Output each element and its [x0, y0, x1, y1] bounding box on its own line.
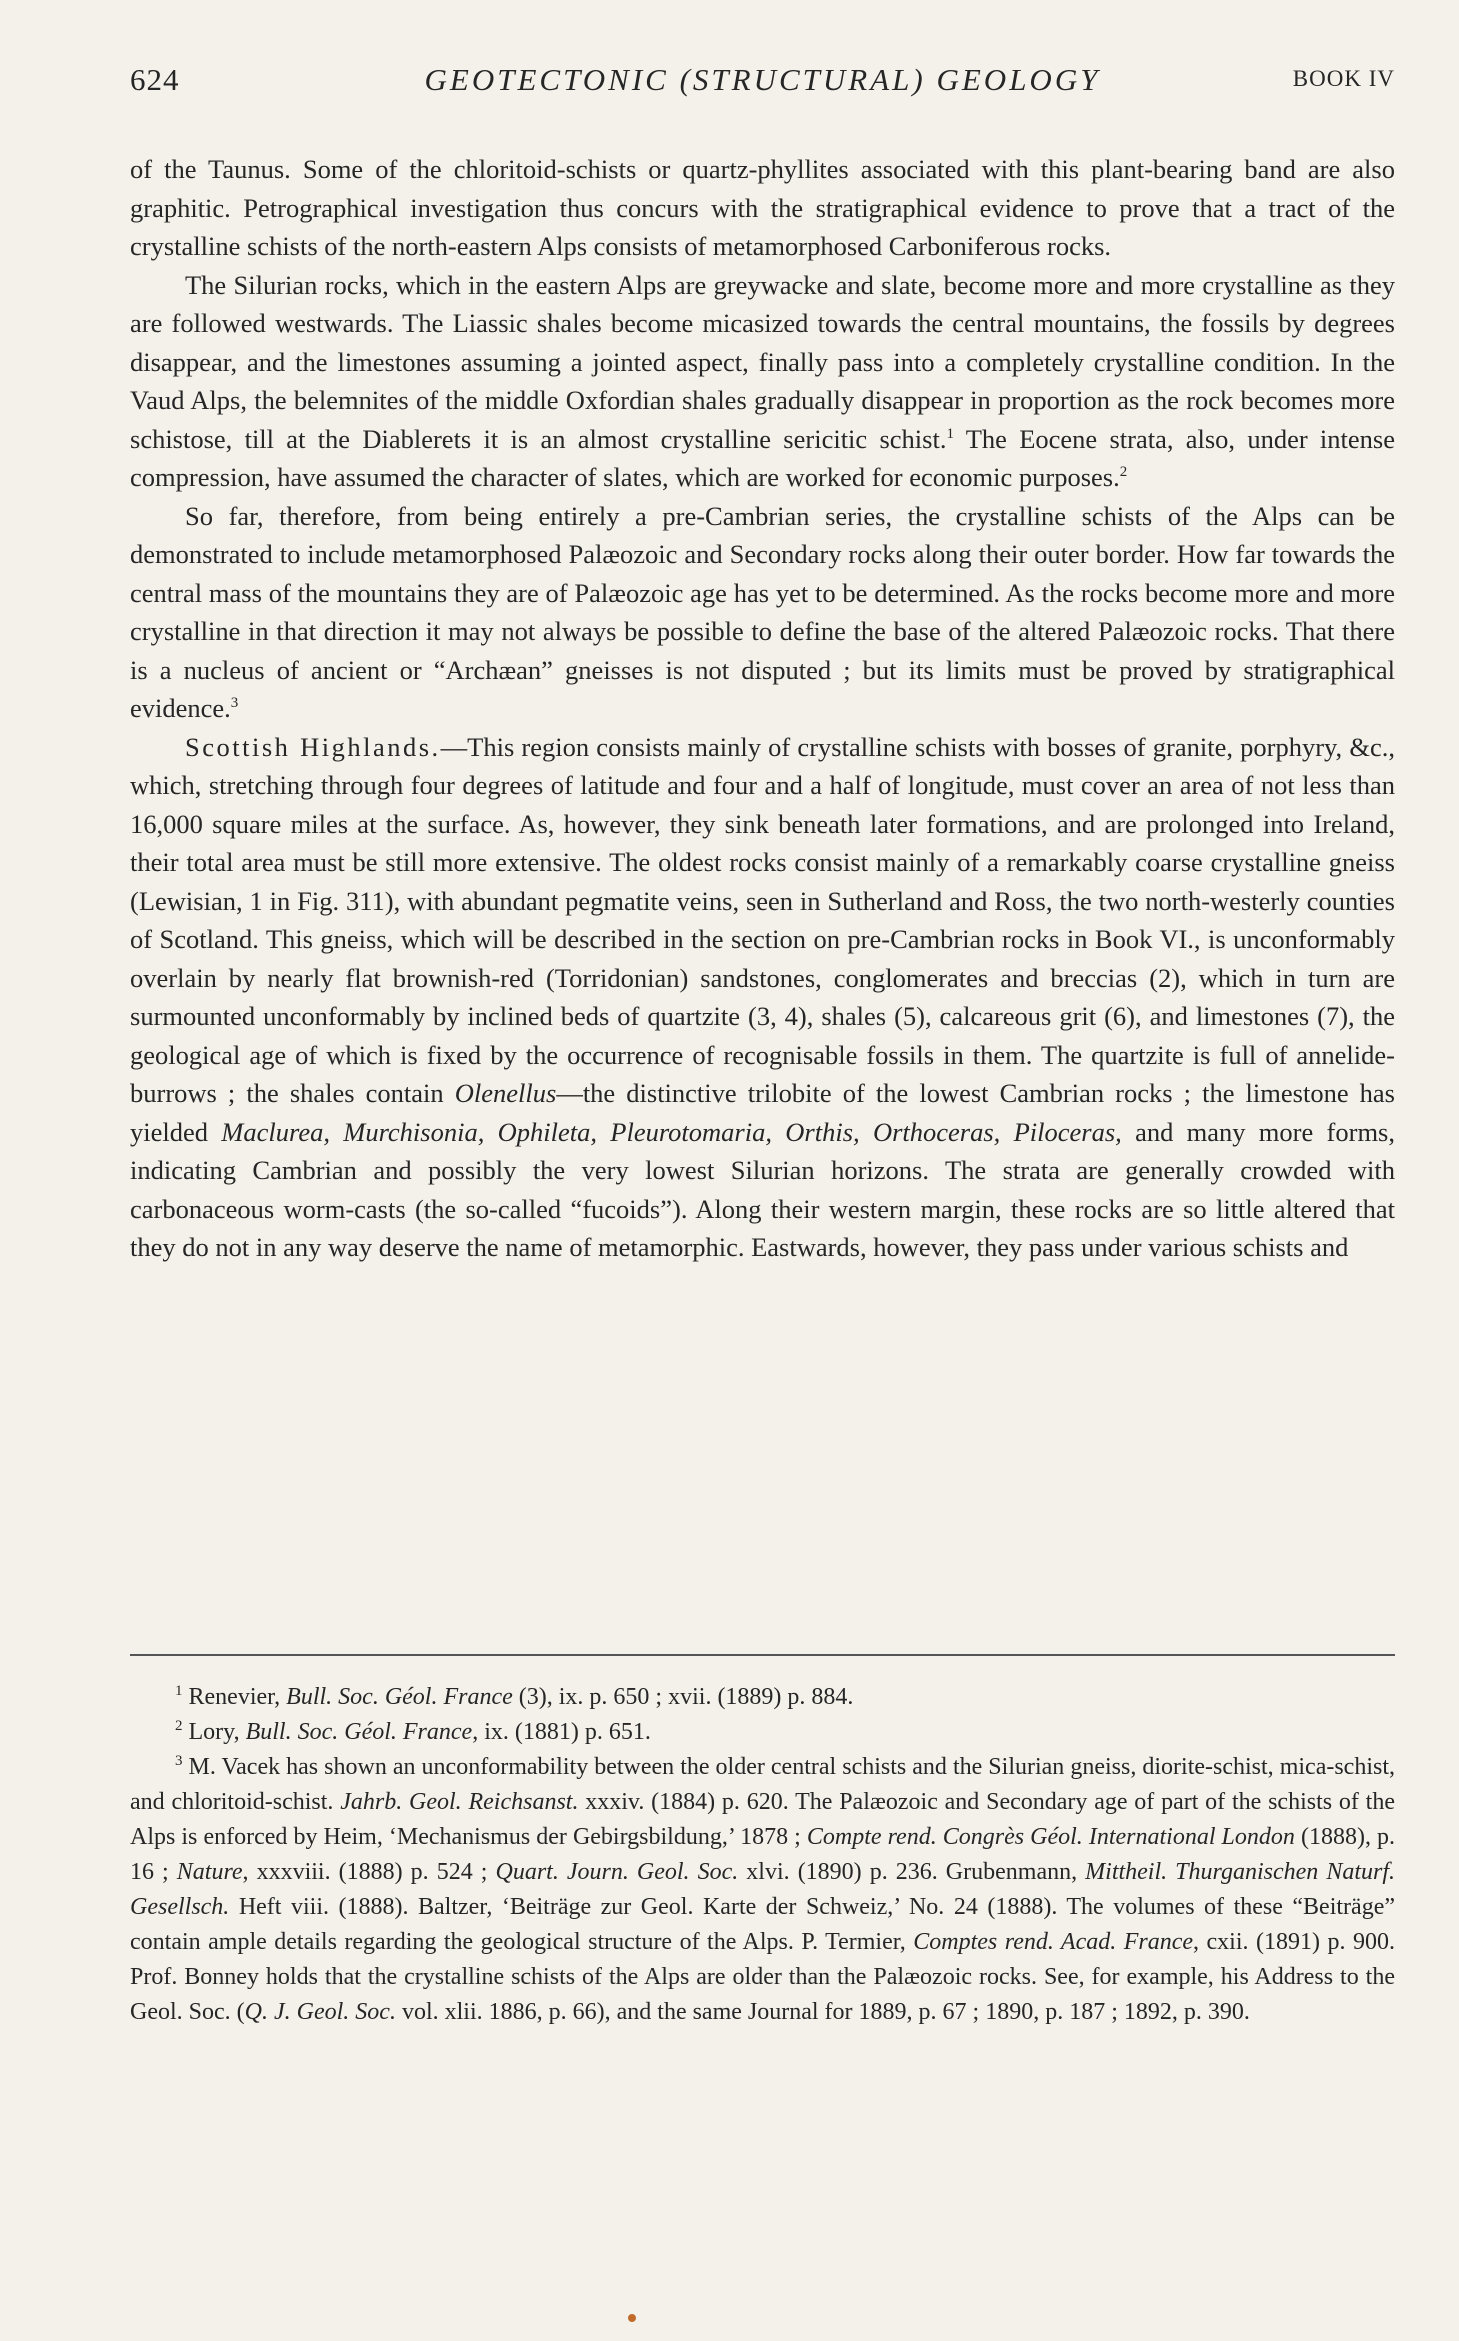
footnote-ref-2: 2 [1119, 464, 1128, 481]
footnote-divider [130, 1654, 1395, 1656]
footnotes [130, 1680, 1395, 2030]
paragraph-scottish-highlands: Scottish Highlands.—This region consists mainly of crystalline schists with bosses of granite, porphyry, &c., which, stretching through four degrees of latitude and four and a half of longitude, must cover an area of not less than 16,000 square miles at the surface. As, however, they sink beneath later formations, and are prolonged into Ireland, their total area must be still more extensive. The oldest rocks consist mainly of a remarkably coarse crystalline gneiss (Lewisian, 1 in Fig. 311), with abundant pegmatite veins, seen in Sutherland and Ross, the two north-westerly counties of Scotland. This gneiss, which will be described in the section on pre-Cambrian rocks in Book VI., is unconformably overlain by nearly flat brownish-red (Torridonian) sandstones, conglomerates and breccias (2), which in turn are surmounted unconformably by inclined beds of quartzite (3, 4), shales (5), calcareous grit (6), and limestones (7), the geological age of which is fixed by the occurrence of recognisable fossils in them. The quartzite is full of annelide-burrows ; the shales contain Olenellus—the distinctive trilobite of the lowest Cambrian rocks ; the limestone has yielded Maclurea, Murchisonia, Ophileta, Pleurotomaria, Orthis, Orthoceras, Piloceras, and many more forms, indicating Cambrian and possibly the very lowest Silurian horizons. The strata are generally crowded with carbonaceous worm-casts (the so-called “fucoids”). Along their western margin, these rocks are so little altered that they do not in any way deserve the name of metamorphic. Eastwards, however, they pass under various schists and [130, 731, 1395, 1262]
footnote-ref-3: 3 [230, 695, 239, 712]
main-text [130, 150, 1395, 1267]
footnote-ref-1: 1 [946, 425, 954, 442]
running-header [130, 62, 1395, 112]
footnote-3: $^3$ M. Vacek has shown an unconformability between the older central schists and the Silurian gneiss, diorite-schist, mica-schist, and chloritoid-schist. Jahrb. Geol. Reichsanst. xxxiv. (1884) p. 620. The Palæozoic and Secondary age of part of the schists of the Alps is enforced by Heim, ‘Mechanismus der Gebirgsbildung,’ 1878 ; Compte rend. Congrès Géol. International London (1888), p. 16 ; Nature, xxxviii. (1888) p. 524 ; Quart. Journ. Geol. Soc. xlvi. (1890) p. 236. Grubenmann, Mittheil. Thurganischen Naturf. Gesellsch. Heft viii. (1888). Baltzer, ‘Beiträge zur Geol. Karte der Schweiz,’ No. 24 (1888). The volumes of these “Beiträge” contain ample details regarding the geological structure of the Alps. P. Termier, Comptes rend. Acad. France, cxii. (1891) p. 900. Prof. Bonney holds that the crystalline schists of the Alps are older than the Palæozoic rocks. See, for example, his Address to the Geol. Soc. (Q. J. Geol. Soc. vol. xlii. 1886, p. 66), and the same Journal for 1889, p. 67 ; 1890, p. 187 ; 1892, p. 390. [130, 1753, 1396, 2025]
running-title: GEOTECTONIC (STRUCTURAL) GEOLOGY [424, 62, 1101, 97]
section-heading: Scottish Highlands. [185, 731, 441, 762]
footnote-2: $^2$ Lory, Bull. Soc. Géol. France, ix. (1881) p. 651. [175, 1718, 651, 1745]
footnote-1: $^1$ Renevier, Bull. Soc. Géol. France (3), ix. p. 650 ; xvii. (1889) p. 884. [175, 1683, 854, 1710]
paragraph-taunus: of the Taunus. Some of the chloritoid-schists or quartz-phyllites associated with this plant-bearing band are also graphitic. Petrographical investigation thus concurs with the stratigraphical evidence to prove that a tract of the crystalline schists of the north-eastern Alps consists of metamorphosed Carboniferous rocks. [130, 154, 1395, 261]
book-label: BOOK IV [1292, 66, 1395, 91]
ink-speck [628, 2314, 636, 2322]
paragraph-alps-schists: So far, therefore, from being entirely a pre-Cambrian series, the crystalline schists of the Alps can be demonstrated to include metamorphosed Palæozoic and Secondary rocks along their outer border. How far towards the central mass of the mountains they are of Palæozoic age has yet to be determined. As the rocks become more and more crystalline in that direction it may not always be possible to define the base of the altered Palæozoic rocks. That there is a nucleus of ancient or “Archæan” gneisses is not disputed ; but its limits must be proved by stratigraphical evidence.$^3$ [130, 500, 1395, 723]
page-number: 624 [130, 62, 180, 97]
paragraph-silurian: The Silurian rocks, which in the eastern Alps are greywacke and slate, become more and more crystalline as they are followed westwards. The Liassic shales become micasized towards the central mountains, the fossils by degrees disappear, and the limestones assuming a jointed aspect, finally pass into a completely crystalline condition. In the Vaud Alps, the belemnites of the middle Oxfordian shales gradually disappear in proportion as the rock becomes more schistose, till at the Diablerets it is an almost crystalline sericitic schist.$^1$ The Eocene strata, also, under intense compression, have assumed the character of slates, which are worked for economic purposes.$^2$ [130, 269, 1395, 492]
